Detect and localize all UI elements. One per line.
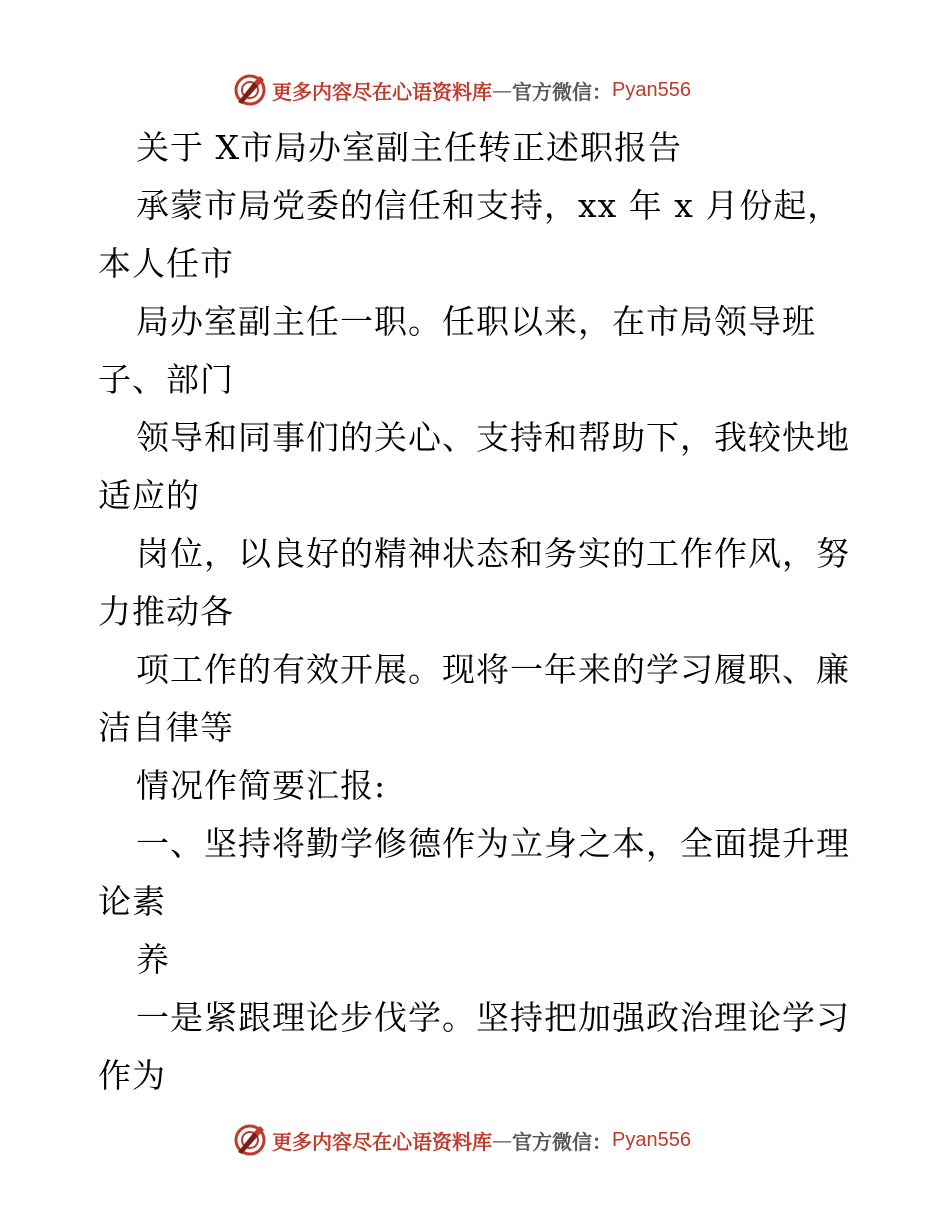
pen-circle-logo-icon [232,1122,268,1158]
doc-line: 适应的 [98,476,200,515]
doc-line: 领导和同事们的关心、支持和帮助下，我较快地 [136,418,850,457]
doc-line: 力推动各 [98,592,234,631]
watermark-brand: 更多内容尽在心语资料库 [272,79,492,104]
watermark-wechat-label: 官方微信： [512,79,612,104]
doc-line: 承蒙市局党委的信任和支持，xx 年 x 月份起， [136,186,842,225]
watermark-dash: — [492,78,512,102]
footer-watermark [232,1120,691,1160]
header-watermark [232,70,691,110]
doc-line: 一是紧跟理论步伐学。坚持把加强政治理论学习 [136,998,850,1037]
doc-line: 作为 [98,1056,166,1095]
watermark-brand: 更多内容尽在心语资料库 [272,1129,492,1154]
pen-circle-logo-icon [232,72,268,108]
section-heading: 一、坚持将勤学修德作为立身之本，全面提升理 [136,824,850,863]
doc-line: 洁自律等 [98,708,234,747]
doc-line: 养 [136,940,170,979]
watermark-wechat-label: 官方微信： [512,1129,612,1154]
doc-line: 局办室副主任一职。任职以来，在市局领导班 [136,302,816,341]
doc-title: 关于 X市局办室副主任转正述职报告 [136,128,682,167]
doc-line: 子、部门 [98,360,234,399]
document-body [98,119,868,1105]
watermark-dash: — [492,1128,512,1152]
doc-line: 本人任市 [98,244,234,283]
doc-line: 岗位，以良好的精神状态和务实的工作作风，努 [136,534,850,573]
watermark-wechat-id: Pyan556 [612,78,691,101]
watermark-wechat-id: Pyan556 [612,1128,691,1151]
doc-line: 情况作简要汇报: [136,766,387,805]
doc-line: 项工作的有效开展。现将一年来的学习履职、廉 [136,650,850,689]
doc-line: 论素 [98,882,166,921]
